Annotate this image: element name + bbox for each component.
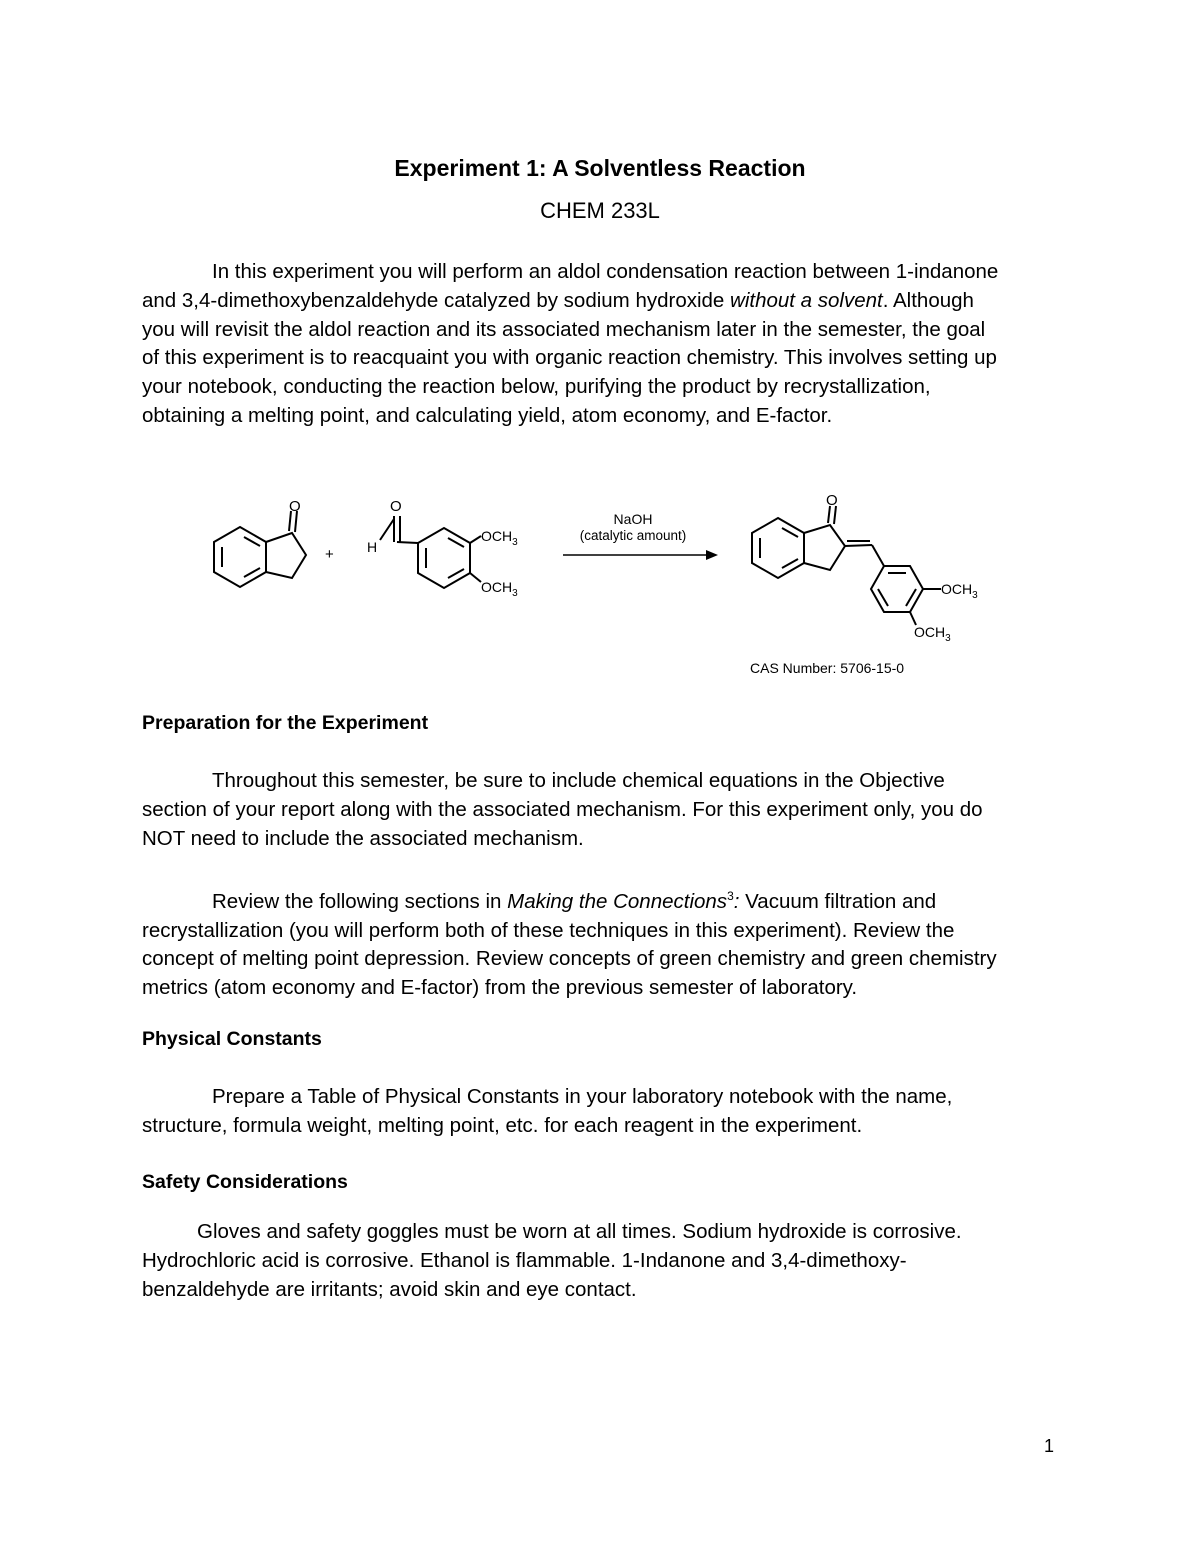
plus-sign: + (325, 546, 334, 563)
preparation-paragraph-2 (142, 882, 1067, 1003)
safety-line-2: Hydrochloric acid is corrosive. Ethanol is flammable. 1-Indanone and 3,4-dimethoxy- (142, 1248, 907, 1272)
product-oxygen: O (826, 492, 838, 509)
intro-line-6: obtaining a melting point, and calculating yield, atom economy, and E-factor. (142, 403, 833, 427)
safety-line-1: Gloves and safety goggles must be worn at all times. Sodium hydroxide is corrosive. (197, 1220, 962, 1243)
reaction-arrow (563, 550, 718, 560)
safety-heading: Safety Considerations (142, 1171, 348, 1193)
dimethoxybenzaldehyde-structure (380, 516, 481, 588)
prep-p2-line-3: concept of melting point depression. Review concepts of green chemistry and green chemistry (142, 947, 997, 971)
course-code: CHEM 233L (540, 198, 660, 223)
intro-line-2-end: . Although (882, 288, 974, 312)
preparation-heading: Preparation for the Experiment (142, 712, 429, 734)
conditions-label: (catalytic amount) (579, 528, 687, 543)
cas-number: CAS Number: 5706-15-0 (750, 660, 905, 676)
intro-emphasis: without a solvent (730, 288, 883, 312)
product-methoxy-top: $OCH_3$ (941, 581, 978, 601)
book-superscript: 3 (727, 889, 734, 903)
intro-paragraph (142, 258, 1067, 431)
intro-line-4: of this experiment is to reacquaint you with organic reaction chemistry. This involves setting up (142, 346, 997, 370)
indanone-structure (214, 511, 306, 587)
page-number: 1 (1044, 1436, 1055, 1456)
product-structure (752, 506, 941, 625)
intro-line-3: you will revisit the aldol reaction and its associated mechanism later in the semester, the goal (142, 317, 986, 341)
product-methoxy-bottom: $OCH_3$ (914, 624, 951, 644)
aldehyde-oxygen: O (390, 498, 402, 515)
reagent-label: NaOH (613, 511, 653, 527)
intro-line-2-text: and 3,4-dimethoxybenzaldehyde catalyzed by sodium hydroxide (142, 288, 731, 312)
constants-line-2: structure, formula weight, melting point, etc. for each reagent in the experiment. (142, 1113, 863, 1137)
preparation-paragraph-1 (142, 767, 1067, 853)
document-title: Experiment 1: A Solventless Reaction (394, 155, 806, 181)
constants-line-1: Prepare a Table of Physical Constants in your laboratory notebook with the name, (212, 1085, 953, 1108)
aldehyde-hydrogen: H (367, 539, 378, 555)
reaction-scheme (200, 486, 1000, 686)
physical-constants-paragraph (142, 1083, 1067, 1141)
prep-p1-line-1: Throughout this semester, be sure to include chemical equations in the Objective (212, 769, 945, 792)
intro-line-1: In this experiment you will perform an aldol condensation reaction between 1-indanone (212, 260, 999, 283)
prep-p2-text-end: Vacuum filtration and (739, 889, 937, 913)
intro-line-5: your notebook, conducting the reaction below, purifying the product by recrystallization, (142, 375, 931, 399)
safety-line-3: benzaldehyde are irritants; avoid skin and eye contact. (142, 1277, 637, 1301)
prep-p2-text: Review the following sections in (212, 889, 508, 913)
indanone-oxygen: O (289, 498, 301, 515)
book-colon: : (733, 889, 740, 913)
book-title: Making the Connections (507, 889, 728, 913)
physical-constants-heading: Physical Constants (142, 1028, 322, 1050)
prep-p1-line-3: NOT need to include the associated mechanism. (142, 826, 584, 850)
prep-p2-line-1 (142, 882, 1067, 917)
safety-paragraph (142, 1218, 1067, 1304)
methoxy-label-bottom: $OCH_3$ (481, 579, 518, 599)
prep-p2-line-2: recrystallization (you will perform both of these techniques in this experiment). Review the (142, 918, 955, 942)
methoxy-label-top: $OCH_3$ (481, 528, 518, 548)
intro-line-2 (142, 287, 1067, 316)
prep-p1-line-2: section of your report along with the associated mechanism. For this experiment only, you do (142, 797, 983, 821)
prep-p2-line-4: metrics (atom economy and E-factor) from the previous semester of laboratory. (142, 976, 858, 1000)
